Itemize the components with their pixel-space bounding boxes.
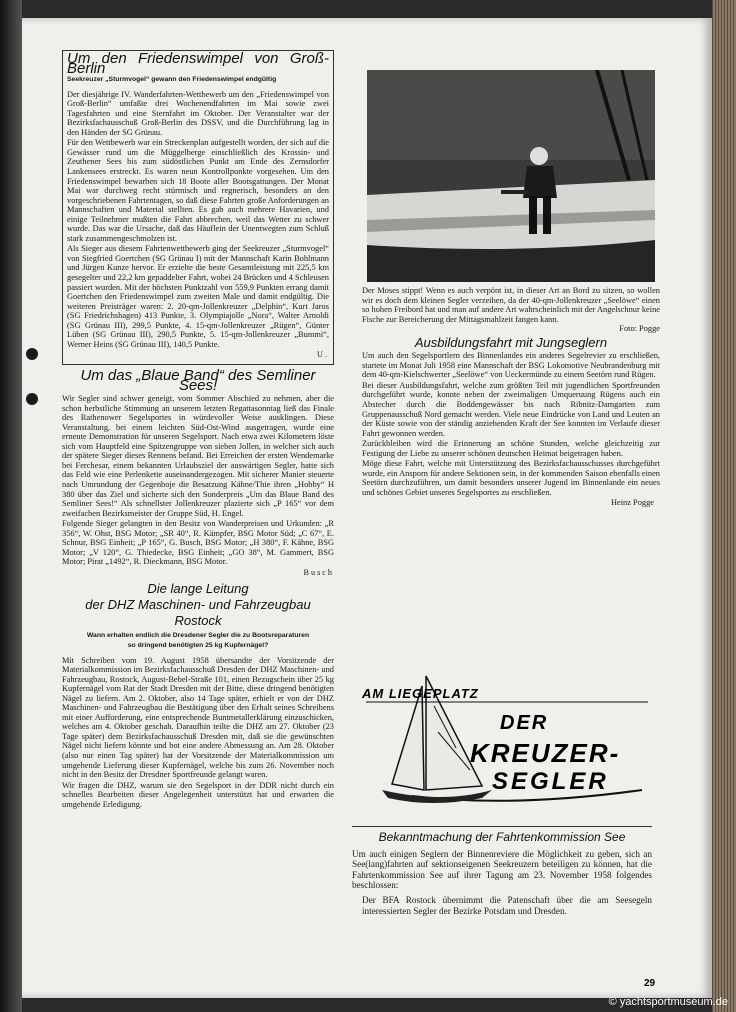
photo-illustration (367, 70, 655, 282)
paragraph: Der diesjährige IV. Wanderfahrten-Wettbewerb um den „Friedenswimpel von Groß-Berlin“ umfaßte drei Wochenendfahrten im Mai sowie zwei Tagesfahrten und eine Sternfahrt im Oktober. Der Veranstalter war der Bezirksfachausschuß Groß-Berlin des DSSV, und die Durchführung lag in den Händen der SG Grünau. (67, 89, 329, 137)
paragraph: Als Sieger aus diesem Fahrtenwettbewerb ging der Seekreuzer „Sturmvogel“ von Siegfried Goertchen (SG Grünau I) mit der Mannschaft Karin Bohlmann und Jürgen Kunze hervor. Er erzielte die beste Gesamtleistung mit 225,5 km gesegelter und 22,2 km gepaddelter Fahrt, wobei 24 Brücken und 4 Schleusen passiert wurden. Mit der höchsten Punktzahl von 559,9 Punkten errang damit Goertchen den Friedenswimpel zum zweiten Male und damit endgültig. Die weiteren Preisträger waren: 2. 20-qm-Jollenkreuzer „Delphin“, Kurt Jaros (SG Friedrichshagen) 413 Punkte, 3. Olympiajolle „Nora“, Walter Arnoldi (SG Grünau III), 299,5 Punkte, 4. 15-qm-Jollenkreuzer „Rügen“, Günter Lüben (SG Grünau III), 290,5 Punkte, 5. 15-qm-Jollenkreuzer „Bummi“, Werner Heins (SG Grünau III), 140,5 Punkte. (67, 244, 329, 349)
article-title: Die lange Leitung (147, 581, 249, 597)
punch-hole (26, 393, 38, 405)
photo-caption: Der Moses stippt! Wenn es auch verpönt ist, in dieser Art an Bord zu sitzen, so wollen wir es doch dem kleinen Segler verzeihen, da der 40-qm-Jollenkreuzer „Seelöwe“ einen so hohen Freibord hat und man auf andere Art wahrscheinlich mit der Angelschnur keine Fische zur Bereicherung der Mittagsmahlzeit fangen kann. (362, 286, 660, 324)
banner-line-2: DER (500, 712, 549, 734)
signature: Busch (303, 567, 334, 577)
paragraph: Der BFA Rostock übernimmt die Patenschaft über die am Seesegeln interessierten Segler der Bezirke Potsdam und Dresden. (362, 894, 652, 916)
article-lange-leitung (62, 581, 334, 809)
article-bekanntmachung (352, 826, 652, 917)
right-column (362, 286, 660, 508)
book-binding (0, 0, 22, 1012)
article-title-line2: der DHZ Maschinen- und Fahrzeugbau Rostock (85, 597, 311, 629)
paragraph: Folgende Sieger gelangten in den Besitz von Wanderpreisen und Urkunden: „R 356“, W. Ohst, BSG Motor; „SR 40“, R. Kämpfer, BSG Motor Süd; „C 67“, E. Schnur, BSG Einheit; „P 165“, G. Busch, BSG Motor; „H 380“, F. Kähne, BSG Motor; „V 120“, G. Thiedecke, BSG Einheit; „GO 38“, M. Gammert, BSG Motor; Pirat „1492“, R. Dieckmann, BSG Motor. (62, 519, 334, 567)
article-subtitle: Wann erhalten endlich die Dresdener Segler die zu Bootsreparaturen so dringend benötigten 25 kg Kupfernägel? (86, 632, 310, 649)
sailboat-photo (367, 70, 655, 282)
paragraph: Um auch einigen Seglern der Binnenreviere die Möglichkeit zu geben, sich an See(lang)fahrten auf sektionseigenen Seekreuzern beteiligen zu können, hat die Fahrtenkommission See auf ihrer Tagung am 23. November 1958 folgendes beschlossen: (352, 848, 652, 891)
watermark: © yachtsportmuseum.de (608, 996, 728, 1008)
punch-hole (26, 348, 38, 360)
paragraph: Möge diese Fahrt, welche mit Unterstützung des Bezirksfachausschusses durchgeführt wurde, ein Ansporn für andere Sektionen sein, in der kommenden Saison ebenfalls einen Seetörn durchzuführen, um damit besonders unserer Jugend im Binnenlande ein neues und schönes Gebiet unseres Segelsportes zu erschließen. (362, 459, 660, 497)
paragraph: Für den Wettbewerb war ein Streckenplan aufgestellt worden, der sich auf die Gewässer rund um die Müggelberge einschließlich des Krossin- und Zeuthener Sees bis zum südöstlichen Punkt am Ende des Zernsdorfer Lankensees erstreckt. Es waren neun Kontrollpunkte vorgesehen. Um den Friedenswimpel bewarben sich 18 Boote aller Bootsgattungen. Der Monat Mai war durchweg recht stürmisch und regnerisch, besonders an den vorgeschriebenen Fahrtentagen, so daß diese Fahrten große Anforderungen an Mannschaften und Material stellten. Es gab auch mehrere Havarien, und einige Teilnehmer mußten die Fahrt abbrechen, weil das Wetter zu schwer wurde. Das war die Ursache, daß das Häuflein der Unentwegten zum Schluß stark zusammengeschmolzen ist. (67, 138, 329, 243)
banner-line-3: KREUZER- (470, 738, 621, 768)
article-title: Um den Friedenswimpel von Groß-Berlin (67, 50, 329, 77)
banner-line-1: AM LIEGEPLATZ (362, 686, 479, 701)
article-subtitle: Seekreuzer „Sturmvogel“ gewann den Friedenswimpel endgültig (67, 76, 277, 84)
page-edges (712, 0, 736, 1012)
article-title: Um das „Blaue Band“ des Semliner Sees! (80, 366, 316, 394)
paragraph: Wir Segler sind schwer geneigt, vom Sommer Abschied zu nehmen, aber die schon herbstliche Stimmung an unserem letzten Regattasonntag ließ das Finale des Rathenower Segelsportes in würdevoller Weise ausklingen. Diese Veranstaltung, bei einem leichten Süd-Ost-Wind ausgetragen, wurde eine erneute Demonstration für unseren Segelsport. Nach etwa zwei Kilometern löste sich vom Hauptfeld eine Spitzengruppe von sieben Jollen, in welcher sich auch der spätere Sieger dieses Rennens befand. Bei Erreichen der ersten Wendemarke bei Ferchesar, einem bekannten Urlaubsziel der auswärtigen Segler, hatte sich das Feld wie eine Perlenkette auseinandergezogen. Mit sicherer Manier steuerte nach Umrundung der Gegenboje die Besatzung Kähne/Thie ihren „Hobby“ H 380 über das Ziel und sicherte sich den Sonderpreis „Um das Blaue Band des Semliner Sees!“ Als schnellster Jollenkreuzer plazierte sich „P 165“ vor dem zweifachen Bezirksmeister der Gruppe Süd, H. Engel. (62, 394, 334, 518)
paragraph: Um auch den Segelsportlern des Binnenlandes ein anderes Segelrevier zu erschließen, startete im Monat Juli 1958 eine Mannschaft der BSG Lokomotive Neubrandenburg mit dem 40-qm-Kielschwerter „Seelöwe“ von Ueckermünde zu einem Seetörn rund Rügen. (362, 351, 660, 380)
magazine-page (22, 18, 712, 998)
banner-am-liegeplatz (352, 666, 652, 814)
article-blaues-band (62, 366, 334, 577)
article-friedenswimpel (62, 50, 334, 365)
signature: Heinz Pogge (610, 498, 654, 508)
photo-credit: Foto: Pogge (619, 324, 660, 334)
paragraph: Mit Schreiben vom 19. August 1958 übersandte der Vorsitzende der Materialkommission im Bezirksfachausschuß Dresden der DHZ Maschinen- und Fahrzeugbau, Rostock, August-Bebel-Straße 101, einen Bezugschein über 25 kg Kupfernägel vom Rat der Stadt Dresden mit der Bitte, diese dringend benötigten Nägel zu liefern. Am 2. Oktober, also 14 Tage später, erhielt er von der DHZ Maschinen- und Fahrzeugbau die Bestätigung über den Erhalt seines Schreibens mit einer Aufforderung, eine entsprechende Buntmetallerklärung einzuschicken, welches am 4. Oktober geschah. Daraufhin teilte die DHZ am 27. Oktober (23 Tage später) dem Bezirksfachausschuß Dresden mit, daß sie die gewünschten Nägel nicht liefern könnte und bot eine andere Abmessung an. Am 28. Oktober (also nur einen Tag später) hat der Vorsitzende der Materialkommission um umgehende Lieferung dieser Kupfernägel, welche bis zum 26. November noch nicht in den Besitz der Dresdner Sportfreunde gelangt waren. (62, 655, 334, 780)
paragraph: Bei dieser Ausbildungsfahrt, welche zum größten Teil mit jugendlichen Sportfreunden durchgeführt wurde, konnte neben der zweimaligen Umqueruung Rügens auch ein Abstecher durch die Boddengewässer bis nach Ribnitz-Damgarten zum Gruppenausschuß Nord gemacht werden. Viele neue Eindrücke von Land und Leuten an der Küste sowie von der ständig anziehenden Kraft der See konnten im Verlaufe dieser Fahrt gewonnen werden. (362, 380, 660, 438)
article-title: Ausbildungsfahrt mit Jungseglern (414, 334, 608, 350)
paragraph: Wir fragen die DHZ, warum sie den Segelsport in der DDR nicht durch ein schnelles Bearbeiten dieser Angelegenheit unterstützt hat und erwarten die umgehende Erledigung. (62, 780, 334, 809)
divider (352, 826, 652, 827)
paragraph: Zurückbleiben wird die Erinnerung an schöne Stunden, welche gleichzeitig zur Festigung der Liebe zu unserer schönen deutschen Heimat beigetragen haben. (362, 439, 660, 458)
page-number: 29 (644, 978, 656, 989)
banner-line-4: SEGLER (492, 768, 609, 795)
article-ausbildungsfahrt (362, 334, 660, 508)
left-column (62, 50, 334, 810)
article-title: Bekanntmachung der Fahrtenkommission See (378, 830, 626, 844)
signature: U. (317, 350, 329, 360)
